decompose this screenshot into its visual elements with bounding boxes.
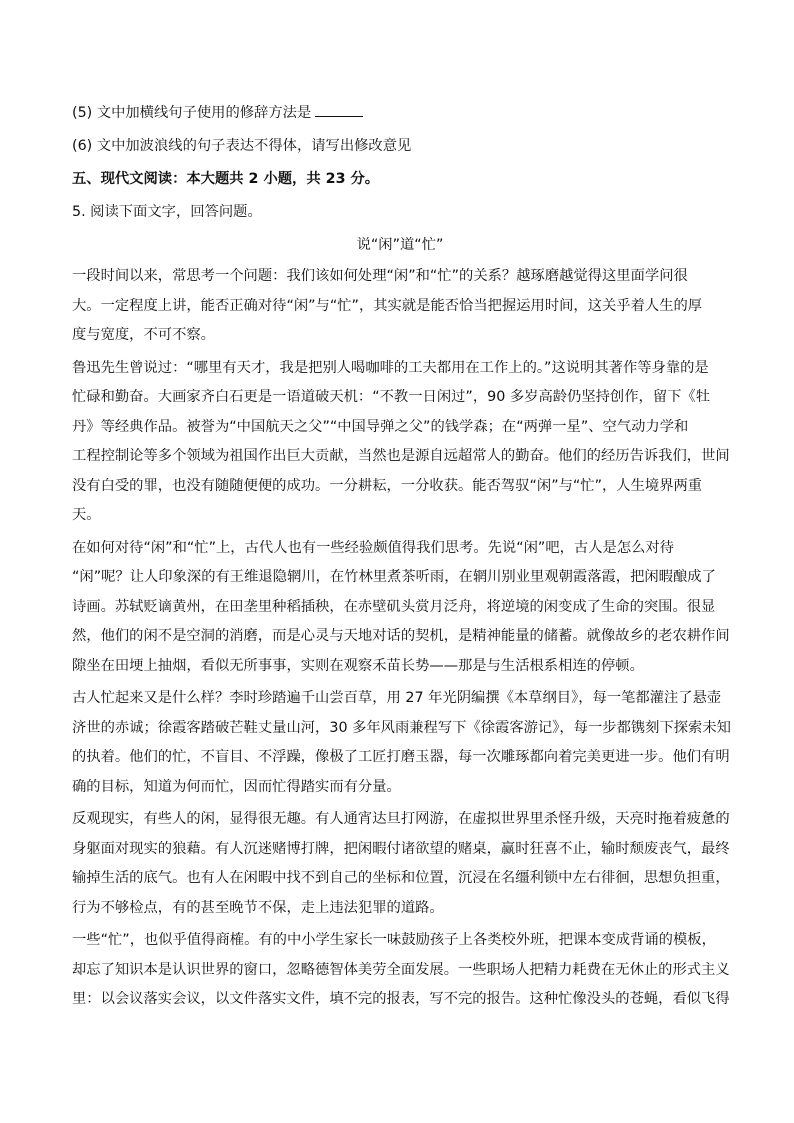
page-content <box>72 100 731 1018</box>
paragraph-line: 诗画。苏轼贬谪黄州，在田垄里种稻插秧，在赤壁矶头赏月泛舟，将逆境的闲变成了生命的突围。很显 <box>72 598 716 615</box>
paragraph-line: 身躯面对现实的狼藉。有人沉迷赌博打牌，把闲暇付诸欲望的赌桌，赢时狂喜不止，输时颓废丧气，最终 <box>72 840 730 857</box>
paragraph-line: 一段时间以来，常思考一个问题：我们该如何处理“闲”和“忙”的关系？越琢磨越觉得这里面学问很 <box>72 268 688 284</box>
answer-blank <box>315 115 363 117</box>
paragraph-line: 却忘了知识本是认识世界的窗口，忽略德智体美劳全面发展。一些职场人把精力耗费在无休止的形式主义 <box>72 961 730 978</box>
question-5 <box>72 100 728 126</box>
paragraph-line: 天。 <box>72 507 101 523</box>
paragraph-line: 隙坐在田埂上抽烟，看似无所事事，实则在观察禾苗长势——那是与生活根系相连的停顿。 <box>72 657 644 674</box>
article-paragraph <box>72 684 731 802</box>
paragraph-line: 度与宽度，不可不察。 <box>72 327 215 343</box>
article-paragraph <box>72 534 728 682</box>
paragraph-line: 丹》等经典作品。被誉为“中国航天之父”“中国导弹之父”的钱学森；在“两弹一星”、空气动力学和 <box>72 418 689 435</box>
paragraph-line: 确的目标，知道为何而忙，因而忙得踏实而有分量。 <box>72 778 401 795</box>
paragraph-line: 一些“忙”，也似乎值得商榷。有的中小学生家长一味鼓励孩子上各类校外班，把课本变成背诵的模板， <box>72 932 716 948</box>
paragraph-line: 没有白受的罪，也没有随随便便的成功。一分耕耘，一分收获。能否驾驭“闲”与“忙”，人生境界两重 <box>72 477 703 494</box>
paragraph-line: 济世的赤诚；徐霞客踏破芒鞋丈量山河，30 多年风雨兼程写下《徐霞客游记》，每一步都镌刻下探索未知 <box>72 719 731 736</box>
article-paragraph <box>72 354 728 531</box>
article-title: 说“闲”道“忙” <box>356 237 444 253</box>
paragraph-line: 然，他们的闲不是空洞的消磨，而是心灵与天地对话的契机，是精神能量的储蓄。就像故乡的老农耕作间 <box>72 628 730 644</box>
section-heading: 五、现代文阅读：本大题共 2 小题，共 23 分。 <box>72 171 380 187</box>
paragraph-line: 古人忙起来又是什么样？李时珍踏遍千山尝百草，用 27 年光阴编撰《本草纲目》，每一笔都灌注了悬壶 <box>72 690 722 706</box>
article-body <box>72 262 731 1015</box>
paragraph-line: “闲”呢？让人印象深的有王维退隐辋川，在竹林里煮茶听雨，在辋川别业里观朝霞落霞，把闲暇酿成了 <box>72 569 716 585</box>
reading-instruction: 5. 阅读下面文字，回答问题。 <box>72 204 262 220</box>
paragraph-line: 忙碌和勤奋。大画家齐白石更是一语道破天机：“不教一日闲过”，90 多岁高龄仍坚持创作，留下《牡 <box>72 389 711 405</box>
paragraph-line: 鲁迅先生曾说过：“哪里有天才，我是把别人喝咖啡的工夫都用在工作上的。”这说明其著作等身靠的是 <box>72 359 709 376</box>
paragraph-line: 输掉生活的底气。也有人在闲暇中找不到自己的坐标和位置，沉浸在名缰利锁中左右徘徊，思想负担重， <box>72 870 730 886</box>
question-6: (6) 文中加波浪线的句子表达不得体，请写出修改意见 <box>72 138 412 154</box>
question-5-text: (5) 文中加横线句子使用的修辞方法是 <box>72 105 312 121</box>
article-paragraph <box>72 926 728 1015</box>
paragraph-line: 行为不够检点，有的甚至晚节不保，走上违法犯罪的道路。 <box>72 899 444 916</box>
article-paragraph <box>72 262 728 351</box>
paragraph-line: 在如何对待“闲”和“忙”上，古代人也有一些经验颇值得我们思考。先说“闲”吧，古人是怎么对待 <box>72 539 675 556</box>
paragraph-line: 大。一定程度上讲，能否正确对待“闲”与“忙”，其实就是能否恰当把握运用时间，这关乎着人生的厚 <box>72 297 703 314</box>
paragraph-line: 里：以会议落实会议，以文件落实文件，填不完的报表，写不完的报告。这种忙像没头的苍蝇，看似飞得 <box>72 991 730 1007</box>
paragraph-line: 的执着。他们的忙，不盲目、不浮躁，像极了工匠打磨玉器，每一次雕琢都向着完美更进一步。他们有明 <box>72 749 730 765</box>
paragraph-line: 反观现实，有些人的闲，显得很无趣。有人通宵达旦打网游，在虚拟世界里杀怪升级，天亮时拖着疲惫的 <box>72 811 730 827</box>
article-paragraph <box>72 805 728 923</box>
paragraph-line: 工程控制论等多个领域为祖国作出巨大贡献，当然也是源自远超常人的勤奋。他们的经历告诉我们，世间 <box>72 448 730 464</box>
